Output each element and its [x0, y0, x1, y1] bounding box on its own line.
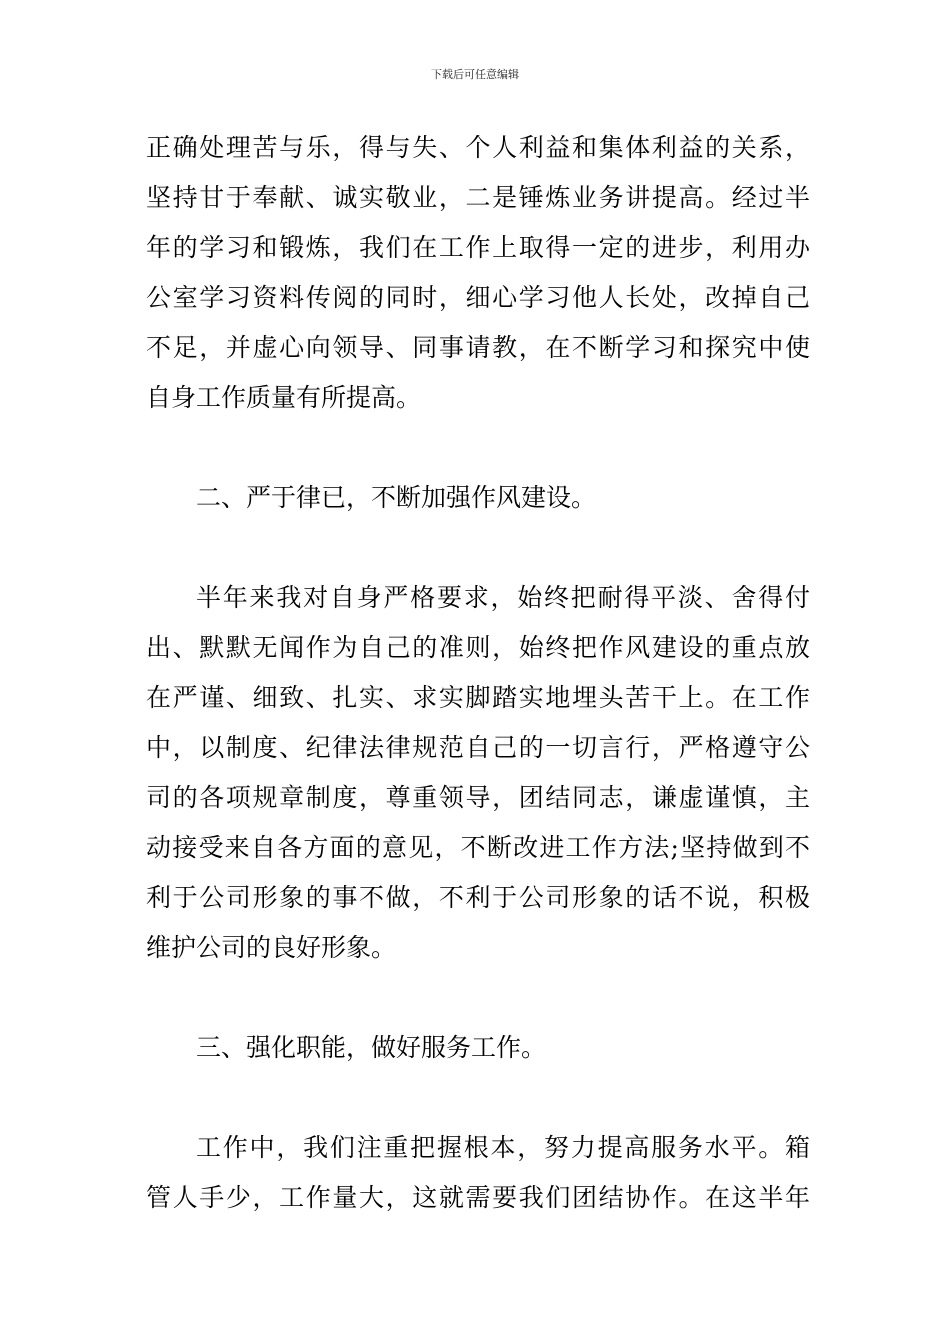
header-note: 下载后可任意编辑: [431, 68, 519, 81]
paragraph-line: 司的各项规章制度，尊重领导，团结同志，谦虚谨慎，主: [146, 783, 810, 812]
paragraph-line: 利于公司形象的事不做，不利于公司形象的话不说，积极: [146, 883, 810, 912]
paragraph-line: 中，以制度、纪律法律规范自己的一切言行，严格遵守公: [146, 733, 810, 762]
paragraph-line: 在严谨、细致、扎实、求实脚踏实地埋头苦干上。在工作: [146, 683, 810, 712]
paragraph-line: 管人手少，工作量大，这就需要我们团结协作。在这半年: [146, 1183, 810, 1212]
paragraph-line: 公室学习资料传阅的同时，细心学习他人长处，改掉自己: [146, 283, 810, 312]
paragraph-line: 自身工作质量有所提高。: [146, 383, 422, 412]
paragraph-line: 维护公司的良好形象。: [146, 933, 397, 962]
paragraph-line: 正确处理苦与乐，得与失、个人利益和集体利益的关系，: [146, 133, 810, 162]
paragraph-line: 出、默默无闻作为自己的准则，始终把作风建设的重点放: [146, 633, 810, 662]
paragraph-line: 动接受来自各方面的意见，不断改进工作方法;坚持做到不: [146, 833, 810, 862]
section-heading: 三、强化职能，做好服务工作。: [196, 1033, 547, 1062]
paragraph-line: 工作中，我们注重把握根本，努力提高服务水平。箱: [196, 1133, 810, 1162]
section-heading: 二、严于律已，不断加强作风建设。: [196, 483, 597, 512]
paragraph-line: 坚持甘于奉献、诚实敬业，二是锤炼业务讲提高。经过半: [146, 183, 810, 212]
paragraph-line: 不足，并虚心向领导、同事请教，在不断学习和探究中使: [146, 333, 810, 362]
paragraph-line: 半年来我对自身严格要求，始终把耐得平淡、舍得付: [196, 583, 810, 612]
paragraph-line: 年的学习和锻炼，我们在工作上取得一定的进步，利用办: [146, 233, 810, 262]
